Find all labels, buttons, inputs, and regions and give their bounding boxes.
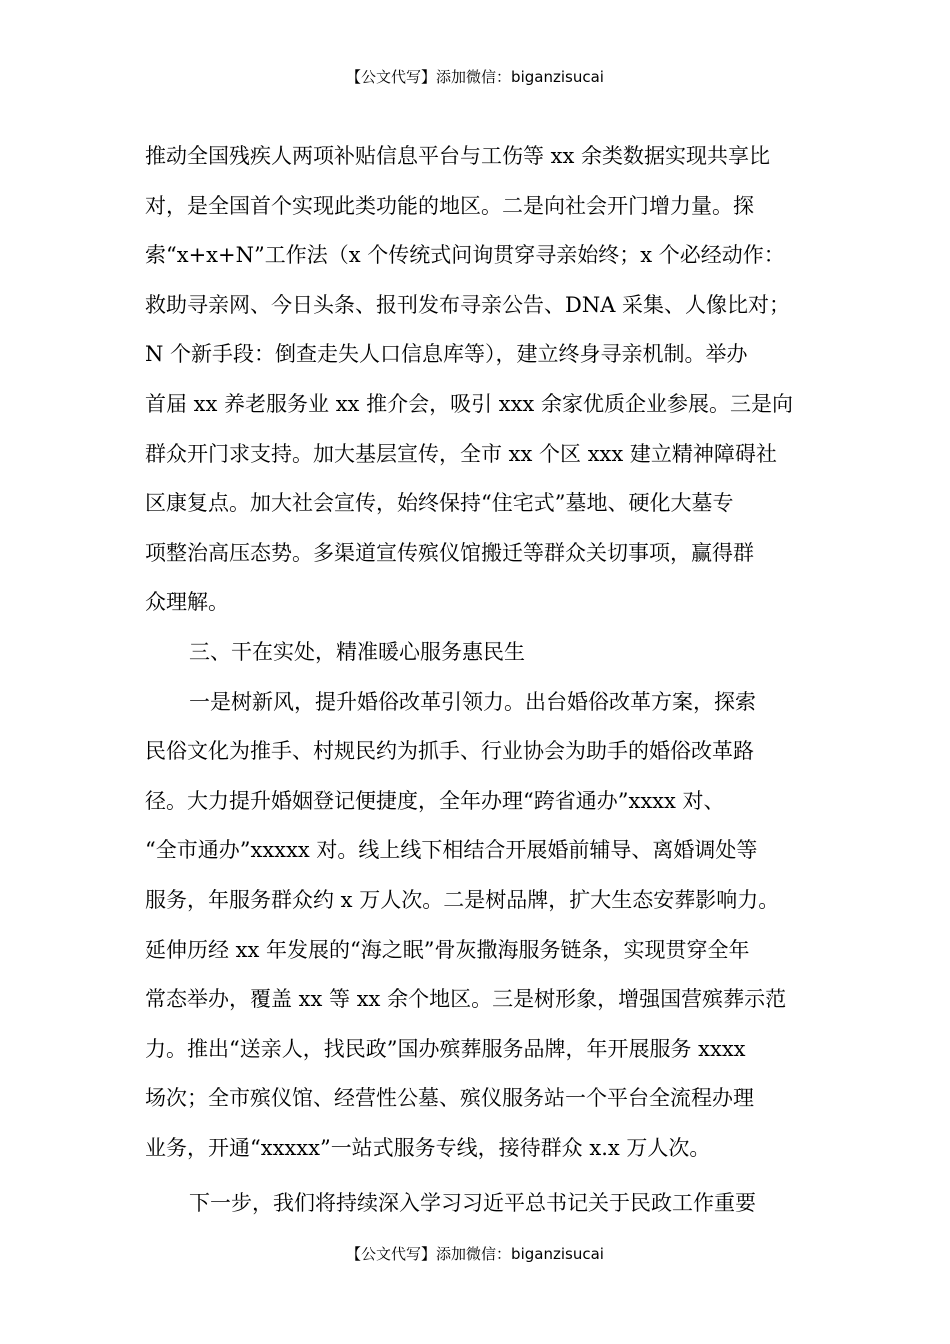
body-line: 对，是全国首个实现此类功能的地区。二是向社会开门增力量。探: [145, 193, 754, 218]
body-line: 民俗文化为推手、村规民约为抓手、行业协会为助手的婚俗改革路: [145, 739, 754, 764]
paragraph-first-line: 一是树新风，提升婚俗改革引领力。出台婚俗改革方案，探索: [189, 689, 756, 714]
body-line: 服务，年服务群众约 x 万人次。二是树品牌，扩大生态安葬影响力。: [145, 887, 780, 912]
document-body: [145, 132, 815, 1229]
body-line: 推动全国残疾人两项补贴信息平台与工伤等 xx 余类数据实现共享比: [145, 144, 771, 168]
body-line: “全市通办”xxxxx 对。线上线下相结合开展婚前辅导、离婚调处等: [145, 838, 758, 863]
body-line: N 个新手段：倒查走失人口信息库等），建立终身寻亲机制。举办: [145, 342, 748, 367]
body-line: 众理解。: [145, 590, 229, 615]
body-line: 常态举办，覆盖 xx 等 xx 余个地区。三是树形象，增强国营殡葬示范: [145, 987, 787, 1012]
body-line: 场次；全市殡仪馆、经营性公墓、殡仪服务站一个平台全流程办理: [145, 1086, 754, 1111]
body-line: 业务，开通“xxxxx”一站式服务专线，接待群众 x.x 万人次。: [145, 1135, 711, 1160]
body-line: 径。大力提升婚姻登记便捷度，全年办理“跨省通办”xxxx 对、: [145, 788, 725, 813]
section-heading: 三、干在实处，精准暖心服务惠民生: [189, 639, 525, 664]
paragraph-first-line: 下一步，我们将持续深入学习习近平总书记关于民政工作重要: [189, 1191, 756, 1216]
body-line: 项整治高压态势。多渠道宣传殡仪馆搬迁等群众关切事项，赢得群: [145, 540, 754, 565]
body-line: 群众开门求支持。加大基层宣传，全市 xx 个区 xxx 建立精神障碍社: [145, 441, 777, 466]
body-line: 索“x+x+N”工作法（x 个传统式问询贯穿寻亲始终；x 个必经动作：: [145, 243, 785, 268]
body-line: 救助寻亲网、今日头条、报刊发布寻亲公告、DNA 采集、人像比对；: [145, 292, 791, 317]
page-footer: 【公文代写】添加微信：biganzisucai: [346, 1245, 604, 1263]
page-header: 【公文代写】添加微信：biganzisucai: [346, 68, 604, 86]
body-line: 首届 xx 养老服务业 xx 推介会，吸引 xxx 余家优质企业参展。三是向: [145, 391, 793, 416]
body-line: 力。推出“送亲人，找民政”国办殡葬服务品牌，年开展服务 xxxx: [145, 1036, 746, 1061]
body-line: 区康复点。加大社会宣传，始终保持“住宅式”墓地、硬化大墓专: [145, 491, 734, 516]
body-line: 延伸历经 xx 年发展的“海之眠”骨灰撒海服务链条，实现贯穿全年: [145, 937, 750, 962]
